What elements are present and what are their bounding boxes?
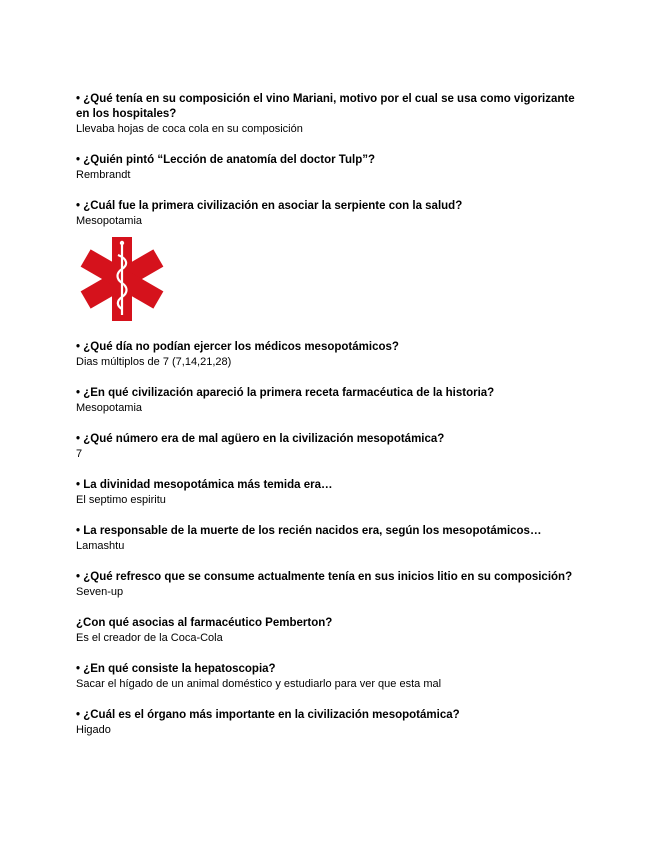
document-page <box>76 92 576 738</box>
question: • ¿Qué número era de mal agüero en la civilización mesopotámica? <box>76 433 445 445</box>
qa-item-10 <box>76 616 576 646</box>
question: • ¿Cuál fue la primera civilización en asociar la serpiente con la salud? <box>76 200 463 212</box>
question: • ¿En qué consiste la hepatoscopia? <box>76 663 276 675</box>
question: • ¿Qué día no podían ejercer los médicos mesopotámicos? <box>76 341 399 353</box>
answer: Seven-up <box>76 586 124 598</box>
answer: Mesopotamia <box>76 215 143 227</box>
answer: Dias múltiplos de 7 (7,14,21,28) <box>76 356 232 368</box>
answer: Es el creador de la Coca-Cola <box>76 632 223 644</box>
star-of-life-icon <box>78 234 166 324</box>
qa-item-3 <box>76 199 576 229</box>
qa-item-12 <box>76 708 576 738</box>
qa-item-1 <box>76 92 576 137</box>
qa-item-11 <box>76 662 576 692</box>
question: ¿Con qué asocias al farmacéutico Pemberton? <box>76 617 333 629</box>
qa-item-2 <box>76 153 576 183</box>
question: • ¿Quién pintó “Lección de anatomía del doctor Tulp”? <box>76 154 375 166</box>
question: • La divinidad mesopotámica más temida era… <box>76 479 333 491</box>
answer: El septimo espiritu <box>76 494 166 506</box>
qa-item-8 <box>76 524 576 554</box>
answer: Higado <box>76 724 111 736</box>
answer: Lamashtu <box>76 540 125 552</box>
answer: Sacar el hígado de un animal doméstico y estudiarlo para ver que esta mal <box>76 678 442 690</box>
question: • ¿Qué refresco que se consume actualmente tenía en sus inicios litio en su composición? <box>76 571 573 583</box>
question: • La responsable de la muerte de los recién nacidos era, según los mesopotámicos… <box>76 525 542 537</box>
answer: Llevaba hojas de coca cola en su composición <box>76 123 303 135</box>
question: • ¿Cuál es el órgano más importante en la civilización mesopotámica? <box>76 709 460 721</box>
answer: 7 <box>76 448 83 460</box>
question: • ¿En qué civilización apareció la primera receta farmacéutica de la historia? <box>76 387 495 399</box>
qa-item-7 <box>76 478 576 508</box>
qa-item-5 <box>76 386 576 416</box>
qa-item-4 <box>76 340 576 370</box>
question: • ¿Qué tenía en su composición el vino Mariani, motivo por el cual se usa como vigorizante en los hospitales? <box>76 93 575 120</box>
answer: Mesopotamia <box>76 402 143 414</box>
qa-item-9 <box>76 570 576 600</box>
answer: Rembrandt <box>76 169 131 181</box>
qa-item-6 <box>76 432 576 462</box>
